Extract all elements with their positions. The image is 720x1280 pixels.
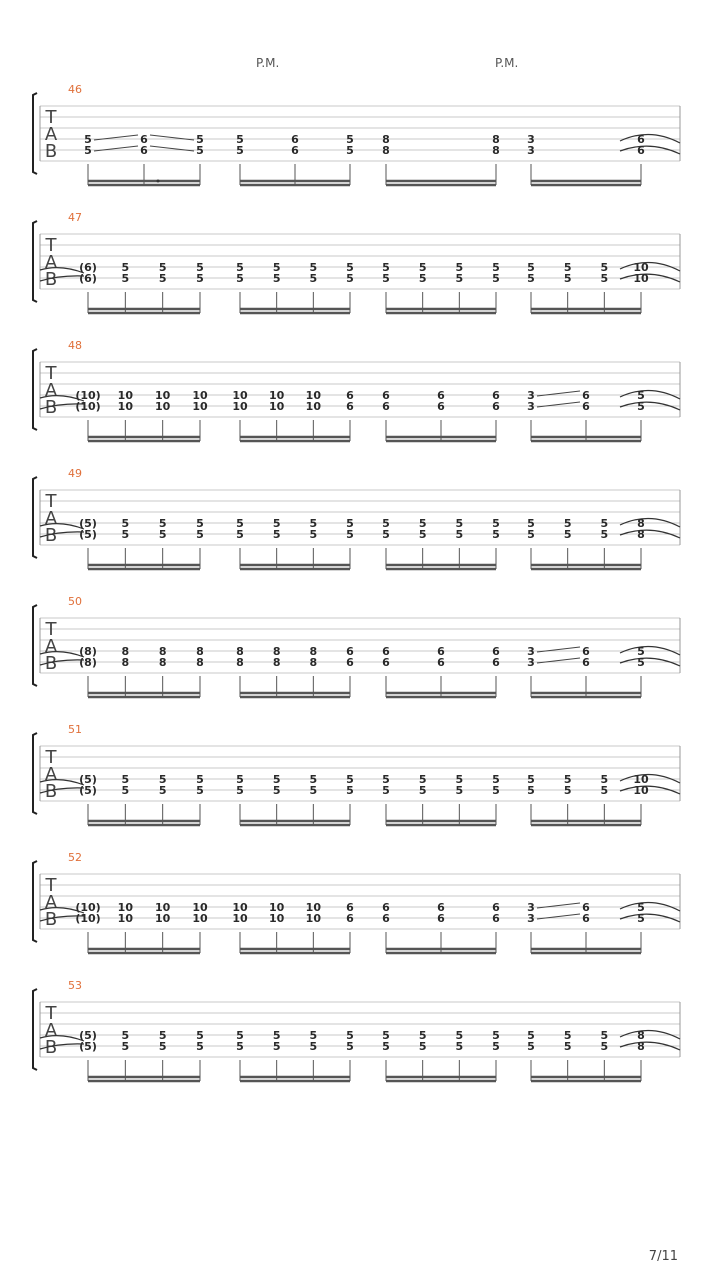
- fret-number: 5: [346, 528, 354, 541]
- fret-number: (5): [79, 1029, 97, 1042]
- fret-number: (5): [79, 1040, 97, 1053]
- fret-number: 5: [637, 912, 645, 925]
- fret-number: 6: [140, 133, 148, 146]
- fret-number: 5: [418, 272, 427, 285]
- fret-number: 5: [637, 656, 645, 669]
- fret-number: 6: [492, 912, 500, 925]
- fret-number: 5: [492, 773, 500, 786]
- fret-number: 5: [309, 773, 318, 786]
- fret-number: 5: [236, 261, 244, 274]
- fret-number: 5: [272, 261, 281, 274]
- measure-number: 49: [68, 467, 82, 480]
- fret-number: 6: [140, 144, 148, 157]
- fret-number: 10: [155, 389, 171, 402]
- fret-number: 6: [582, 389, 590, 402]
- fret-number: 5: [196, 144, 204, 157]
- fret-number: 5: [455, 528, 464, 541]
- fret-number: 3: [527, 645, 535, 658]
- fret-number: 10: [269, 912, 285, 925]
- fret-number: 6: [492, 656, 500, 669]
- tab-clef-letter: A: [44, 124, 58, 145]
- fret-number: 6: [346, 656, 354, 669]
- fret-number: 5: [346, 261, 354, 274]
- fret-number: 5: [492, 1029, 500, 1042]
- fret-number: 5: [84, 133, 92, 146]
- tab-clef-letter: A: [44, 636, 58, 657]
- fret-number: 5: [272, 272, 281, 285]
- fret-number: 8: [309, 656, 318, 669]
- tab-clef-letter: B: [44, 653, 58, 674]
- fret-number: 5: [346, 133, 354, 146]
- fret-number: 5: [121, 773, 130, 786]
- tab-clef-letter: B: [44, 781, 58, 802]
- fret-number: 8: [236, 656, 244, 669]
- fret-number: 5: [382, 784, 390, 797]
- fret-number: 5: [236, 528, 244, 541]
- tab-clef-letter: B: [44, 525, 58, 546]
- fret-number: 5: [272, 517, 281, 530]
- fret-number: 5: [563, 1029, 572, 1042]
- fret-number: 6: [437, 645, 445, 658]
- fret-number: 5: [272, 784, 281, 797]
- fret-number: 5: [121, 261, 130, 274]
- fret-number: 10: [192, 400, 208, 413]
- fret-number: 5: [600, 528, 609, 541]
- measure-number: 47: [68, 211, 82, 224]
- fret-number: 10: [117, 400, 133, 413]
- fret-number: 5: [236, 1029, 244, 1042]
- fret-number: (10): [75, 912, 101, 925]
- fret-number: 5: [121, 1029, 130, 1042]
- fret-number: 5: [158, 1029, 167, 1042]
- fret-number: 5: [272, 1029, 281, 1042]
- fret-number: 5: [637, 400, 645, 413]
- fret-number: 5: [600, 1040, 609, 1053]
- measure-number: 51: [68, 723, 82, 736]
- fret-number: 8: [272, 656, 281, 669]
- fret-number: (8): [79, 645, 97, 658]
- fret-number: 5: [158, 773, 167, 786]
- fret-number: 5: [563, 773, 572, 786]
- fret-number: 5: [158, 528, 167, 541]
- tab-clef-letter: B: [44, 909, 58, 930]
- fret-number: 8: [637, 1040, 645, 1053]
- fret-number: 5: [527, 1040, 535, 1053]
- fret-number: 5: [196, 784, 204, 797]
- fret-number: (5): [79, 528, 97, 541]
- fret-number: 6: [637, 144, 645, 157]
- palm-mute-label: P.M.: [495, 56, 519, 70]
- tab-clef-letter: A: [44, 764, 58, 785]
- fret-number: 10: [633, 272, 649, 285]
- fret-number: 6: [382, 901, 390, 914]
- fret-number: 8: [382, 144, 390, 157]
- fret-number: 6: [346, 389, 354, 402]
- fret-number: 5: [492, 272, 500, 285]
- fret-number: 5: [600, 1029, 609, 1042]
- fret-number: 5: [600, 773, 609, 786]
- fret-number: 5: [418, 784, 427, 797]
- fret-number: 5: [492, 784, 500, 797]
- fret-number: 5: [309, 272, 318, 285]
- fret-number: 8: [236, 645, 244, 658]
- system-bracket: [33, 477, 37, 558]
- fret-number: 5: [196, 528, 204, 541]
- fret-number: 6: [382, 912, 390, 925]
- fret-number: 6: [437, 912, 445, 925]
- fret-number: 10: [232, 389, 248, 402]
- fret-number: 5: [382, 261, 390, 274]
- fret-number: 10: [232, 400, 248, 413]
- fret-number: 5: [346, 272, 354, 285]
- fret-number: 8: [121, 645, 130, 658]
- fret-number: 8: [637, 517, 645, 530]
- tab-clef-letter: T: [45, 875, 57, 896]
- system-bracket: [33, 733, 37, 814]
- fret-number: 5: [455, 261, 464, 274]
- fret-number: 10: [117, 912, 133, 925]
- fret-number: 5: [309, 1040, 318, 1053]
- fret-number: 5: [121, 528, 130, 541]
- fret-number: 8: [158, 645, 167, 658]
- fret-number: 5: [84, 144, 92, 157]
- fret-number: 10: [232, 901, 248, 914]
- tab-clef-letter: B: [44, 269, 58, 290]
- fret-number: 5: [527, 784, 535, 797]
- fret-number: 5: [600, 272, 609, 285]
- fret-number: 5: [382, 272, 390, 285]
- tab-clef-letter: T: [45, 491, 57, 512]
- fret-number: 5: [455, 773, 464, 786]
- fret-number: 5: [309, 517, 318, 530]
- fret-number: 6: [492, 400, 500, 413]
- fret-number: (10): [75, 389, 101, 402]
- fret-number: (5): [79, 784, 97, 797]
- fret-number: 5: [196, 133, 204, 146]
- fret-number: 5: [563, 261, 572, 274]
- tab-clef-letter: T: [45, 363, 57, 384]
- fret-number: 5: [382, 1040, 390, 1053]
- fret-number: 6: [382, 656, 390, 669]
- fret-number: 10: [305, 389, 321, 402]
- fret-number: 5: [637, 645, 645, 658]
- measure-number: 50: [68, 595, 82, 608]
- fret-number: 10: [269, 400, 285, 413]
- fret-number: 10: [633, 773, 649, 786]
- fret-number: 5: [236, 272, 244, 285]
- fret-number: 5: [418, 528, 427, 541]
- fret-number: 6: [437, 656, 445, 669]
- fret-number: 5: [158, 784, 167, 797]
- fret-number: 8: [272, 645, 281, 658]
- fret-number: 5: [455, 784, 464, 797]
- fret-number: 5: [455, 517, 464, 530]
- fret-number: 5: [158, 272, 167, 285]
- fret-number: 5: [196, 1029, 204, 1042]
- fret-number: 5: [382, 517, 390, 530]
- fret-number: 5: [272, 528, 281, 541]
- fret-number: 5: [563, 528, 572, 541]
- tab-clef-letter: A: [44, 892, 58, 913]
- system-bracket: [33, 221, 37, 302]
- tab-clef-letter: T: [45, 1003, 57, 1024]
- fret-number: 10: [117, 901, 133, 914]
- fret-number: 5: [346, 517, 354, 530]
- fret-number: 10: [305, 901, 321, 914]
- fret-number: 3: [527, 400, 535, 413]
- fret-number: 3: [527, 656, 535, 669]
- fret-number: 5: [309, 1029, 318, 1042]
- fret-number: 10: [232, 912, 248, 925]
- fret-number: 5: [492, 528, 500, 541]
- fret-number: 3: [527, 389, 535, 402]
- fret-number: 3: [527, 144, 535, 157]
- fret-number: 5: [158, 1040, 167, 1053]
- fret-number: 6: [437, 901, 445, 914]
- fret-number: 5: [346, 1040, 354, 1053]
- fret-number: 5: [272, 1040, 281, 1053]
- fret-number: 5: [196, 517, 204, 530]
- fret-number: 10: [305, 400, 321, 413]
- fret-number: 6: [582, 400, 590, 413]
- fret-number: 10: [633, 784, 649, 797]
- fret-number: 5: [455, 1029, 464, 1042]
- fret-number: 5: [563, 1040, 572, 1053]
- fret-number: 5: [637, 389, 645, 402]
- tab-clef-letter: A: [44, 380, 58, 401]
- fret-number: 5: [196, 773, 204, 786]
- fret-number: 5: [236, 773, 244, 786]
- measure-number: 48: [68, 339, 82, 352]
- fret-number: 6: [291, 144, 299, 157]
- fret-number: 5: [600, 784, 609, 797]
- fret-number: 6: [582, 912, 590, 925]
- fret-number: 8: [492, 133, 500, 146]
- system-bracket: [33, 605, 37, 686]
- fret-number: 5: [121, 272, 130, 285]
- system-bracket: [33, 861, 37, 942]
- fret-number: 5: [236, 144, 244, 157]
- fret-number: 5: [196, 1040, 204, 1053]
- fret-number: 6: [492, 389, 500, 402]
- fret-number: 6: [582, 901, 590, 914]
- fret-number: (6): [79, 261, 97, 274]
- tab-clef-letter: A: [44, 1020, 58, 1041]
- fret-number: 8: [196, 656, 204, 669]
- system-bracket: [33, 349, 37, 430]
- fret-number: (5): [79, 517, 97, 530]
- tab-clef-letter: A: [44, 508, 58, 529]
- fret-number: 10: [192, 389, 208, 402]
- fret-number: 5: [492, 517, 500, 530]
- tab-clef-letter: A: [44, 252, 58, 273]
- fret-number: 6: [437, 389, 445, 402]
- dot: [157, 180, 160, 183]
- fret-number: 10: [269, 389, 285, 402]
- fret-number: (5): [79, 773, 97, 786]
- fret-number: (6): [79, 272, 97, 285]
- fret-number: (10): [75, 901, 101, 914]
- fret-number: 5: [382, 528, 390, 541]
- tab-clef-letter: B: [44, 1037, 58, 1058]
- fret-number: 5: [527, 261, 535, 274]
- fret-number: 5: [637, 901, 645, 914]
- fret-number: 10: [155, 912, 171, 925]
- fret-number: 6: [382, 645, 390, 658]
- fret-number: 5: [527, 1029, 535, 1042]
- fret-number: 8: [637, 528, 645, 541]
- fret-number: 8: [309, 645, 318, 658]
- fret-number: 8: [492, 144, 500, 157]
- fret-number: 6: [582, 656, 590, 669]
- fret-number: 6: [637, 133, 645, 146]
- fret-number: 3: [527, 912, 535, 925]
- fret-number: 5: [563, 517, 572, 530]
- fret-number: 6: [582, 645, 590, 658]
- fret-number: 8: [196, 645, 204, 658]
- tab-clef-letter: B: [44, 141, 58, 162]
- tab-clef-letter: T: [45, 235, 57, 256]
- fret-number: 6: [492, 901, 500, 914]
- fret-number: 5: [272, 773, 281, 786]
- fret-number: 5: [158, 261, 167, 274]
- fret-number: 6: [492, 645, 500, 658]
- fret-number: 6: [346, 901, 354, 914]
- fret-number: 5: [121, 784, 130, 797]
- fret-number: 5: [121, 517, 130, 530]
- fret-number: 5: [418, 773, 427, 786]
- fret-number: 5: [527, 517, 535, 530]
- fret-number: 10: [192, 901, 208, 914]
- fret-number: 10: [155, 400, 171, 413]
- fret-number: 5: [382, 773, 390, 786]
- tab-clef-letter: T: [45, 747, 57, 768]
- measure-number: 53: [68, 979, 82, 992]
- fret-number: 5: [309, 261, 318, 274]
- fret-number: 5: [418, 1040, 427, 1053]
- fret-number: 5: [600, 261, 609, 274]
- fret-number: 5: [418, 517, 427, 530]
- tab-clef-letter: T: [45, 107, 57, 128]
- fret-number: 6: [291, 133, 299, 146]
- fret-number: 6: [346, 645, 354, 658]
- fret-number: 5: [527, 773, 535, 786]
- fret-number: 8: [121, 656, 130, 669]
- tab-clef-letter: B: [44, 397, 58, 418]
- fret-number: 10: [117, 389, 133, 402]
- fret-number: 5: [455, 272, 464, 285]
- fret-number: 6: [382, 400, 390, 413]
- fret-number: 5: [158, 517, 167, 530]
- fret-number: 6: [437, 400, 445, 413]
- fret-number: 5: [563, 272, 572, 285]
- fret-number: 5: [346, 773, 354, 786]
- fret-number: 5: [346, 1029, 354, 1042]
- fret-number: 10: [305, 912, 321, 925]
- fret-number: (8): [79, 656, 97, 669]
- fret-number: 6: [382, 389, 390, 402]
- fret-number: 5: [382, 1029, 390, 1042]
- fret-number: 5: [492, 261, 500, 274]
- system-bracket: [33, 93, 37, 174]
- fret-number: 5: [236, 1040, 244, 1053]
- fret-number: 6: [346, 912, 354, 925]
- page-number: 7/11: [648, 1249, 678, 1264]
- fret-number: 5: [492, 1040, 500, 1053]
- fret-number: 5: [418, 261, 427, 274]
- fret-number: 5: [418, 1029, 427, 1042]
- palm-mute-label: P.M.: [256, 56, 280, 70]
- fret-number: 5: [236, 133, 244, 146]
- fret-number: 3: [527, 133, 535, 146]
- fret-number: 10: [192, 912, 208, 925]
- fret-number: 5: [309, 784, 318, 797]
- tab-clef-letter: T: [45, 619, 57, 640]
- fret-number: 5: [455, 1040, 464, 1053]
- fret-number: 5: [346, 144, 354, 157]
- fret-number: 5: [196, 261, 204, 274]
- fret-number: 5: [236, 517, 244, 530]
- fret-number: 5: [527, 528, 535, 541]
- measure-number: 46: [68, 83, 82, 96]
- fret-number: 5: [563, 784, 572, 797]
- fret-number: 3: [527, 901, 535, 914]
- fret-number: 10: [269, 901, 285, 914]
- fret-number: 10: [633, 261, 649, 274]
- fret-number: 5: [196, 272, 204, 285]
- fret-number: 8: [158, 656, 167, 669]
- fret-number: 5: [309, 528, 318, 541]
- fret-number: 5: [236, 784, 244, 797]
- system-bracket: [33, 989, 37, 1070]
- measure-number: 52: [68, 851, 82, 864]
- fret-number: 8: [637, 1029, 645, 1042]
- fret-number: 5: [121, 1040, 130, 1053]
- fret-number: 5: [600, 517, 609, 530]
- fret-number: (10): [75, 400, 101, 413]
- fret-number: 5: [527, 272, 535, 285]
- fret-number: 5: [346, 784, 354, 797]
- fret-number: 6: [346, 400, 354, 413]
- fret-number: 8: [382, 133, 390, 146]
- fret-number: 10: [155, 901, 171, 914]
